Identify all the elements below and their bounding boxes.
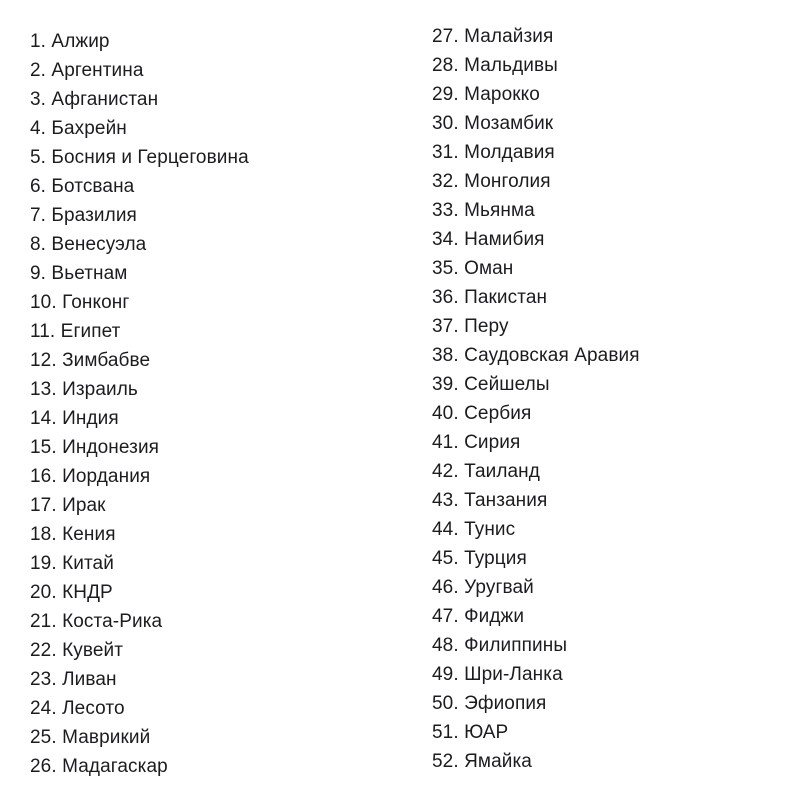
list-item: 49. Шри-Ланка [432,664,563,685]
list-item: 32. Монголия [432,171,551,192]
list-item: 10. Гонконг [30,292,130,313]
list-item: 17. Ирак [30,495,106,516]
list-item: 24. Лесото [30,698,125,719]
list-item: 30. Мозамбик [432,113,554,134]
list-item: 51. ЮАР [432,722,509,743]
list-item: 8. Венесуэла [30,234,147,255]
list-item: 2. Аргентина [30,60,144,81]
list-item: 23. Ливан [30,669,117,690]
list-item: 39. Сейшелы [432,374,550,395]
list-item: 28. Мальдивы [432,55,558,76]
list-item: 25. Маврикий [30,727,151,748]
list-item: 22. Кувейт [30,640,124,661]
list-item: 46. Уругвай [432,577,534,598]
list-item: 16. Иордания [30,466,151,487]
list-item: 36. Пакистан [432,287,548,308]
list-item: 45. Турция [432,548,527,569]
list-item: 21. Коста-Рика [30,611,163,632]
country-list-right-column [432,22,640,776]
list-item: 26. Мадагаскар [30,756,168,777]
list-item: 6. Ботсвана [30,176,135,197]
list-item: 11. Египет [30,321,121,342]
list-item: 19. Китай [30,553,114,574]
list-item: 42. Таиланд [432,461,540,482]
list-item: 13. Израиль [30,379,138,400]
country-list-left-column [30,27,249,781]
list-item: 44. Тунис [432,519,516,540]
list-item: 29. Марокко [432,84,540,105]
list-item: 48. Филиппины [432,635,568,656]
list-item: 7. Бразилия [30,205,137,226]
list-item: 1. Алжир [30,31,110,52]
list-item: 14. Индия [30,408,119,429]
list-item: 27. Малайзия [432,26,554,47]
list-item: 35. Оман [432,258,514,279]
list-item: 18. Кения [30,524,116,545]
list-item: 34. Намибия [432,229,545,250]
list-item: 33. Мьянма [432,200,535,221]
list-item: 5. Босния и Герцеговина [30,147,249,168]
list-item: 37. Перу [432,316,509,337]
list-item: 4. Бахрейн [30,118,127,139]
list-item: 12. Зимбабве [30,350,151,371]
list-item: 41. Сирия [432,432,521,453]
list-item: 15. Индонезия [30,437,160,458]
list-item: 20. КНДР [30,582,113,603]
list-item: 31. Молдавия [432,142,555,163]
list-item: 52. Ямайка [432,751,532,772]
list-item: 9. Вьетнам [30,263,128,284]
list-item: 47. Фиджи [432,606,525,627]
list-item: 50. Эфиопия [432,693,547,714]
list-item: 3. Афганистан [30,89,159,110]
list-item: 43. Танзания [432,490,548,511]
list-item: 38. Саудовская Аравия [432,345,640,366]
list-item: 40. Сербия [432,403,532,424]
